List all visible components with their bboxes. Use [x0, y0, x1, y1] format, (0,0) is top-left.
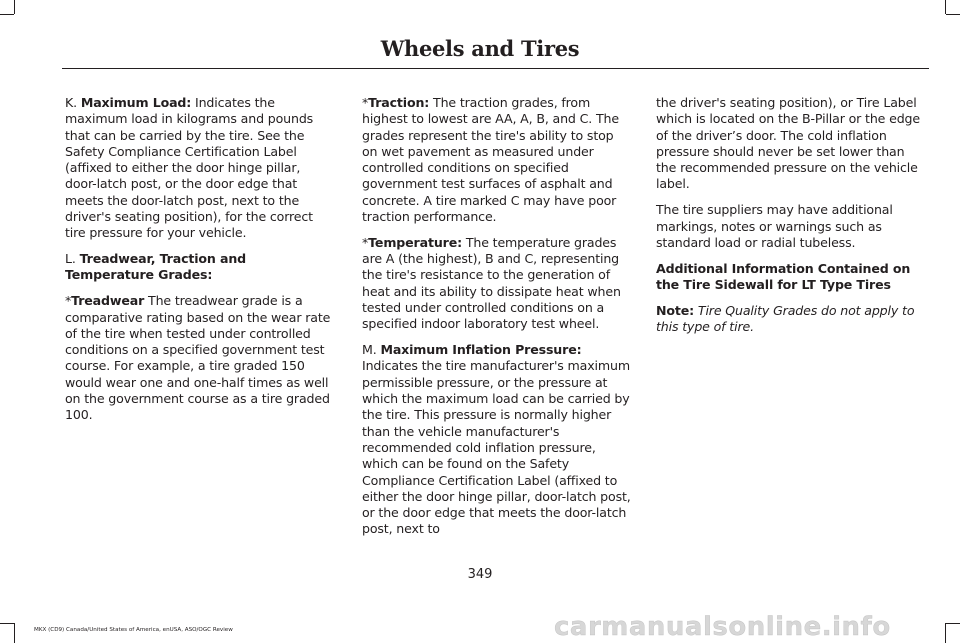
header-divider	[62, 68, 929, 69]
section-heading-lt-tires: Additional Information Contained on the Tire Sidewall for LT Type Tires	[656, 260, 911, 292]
crop-mark-top-right	[946, 14, 960, 15]
crop-mark-bottom-left	[14, 623, 15, 643]
paragraph-continued: the driver's seating position), or Tire Label which is located on the B-Pillar or the edge of the driver’s door. The cold inflation pressure should never be set lower than the recommended pressure on the vehicle label.	[656, 95, 920, 192]
text-column-1	[65, 95, 335, 433]
watermark-logo	[552, 611, 948, 641]
paragraph-treadwear: *Treadwear The treadwear grade is a comparative rating based on the wear rate of the tire when tested under controlled conditions on a specified government test course. For example, a tire graded 150 would wear one and one-half times as well on the government course as a tire graded 100.	[65, 293, 331, 423]
paragraph-maximum-inflation-pressure: M. Maximum Inflation Pressure: Indicates the tire manufacturer's maximum permissible pressure, or the pressure at which the maximum load can be carried by the tire. This pressure is normally higher than the vehicle manufacturer's recommended cold inflation pressure, which can be found on the Safety Compliance Certification Label (affixed to either the door hinge pillar, door-latch post, or the door edge that meets the door-latch post, next to	[362, 342, 631, 537]
page-number: 349	[467, 567, 493, 582]
text-column-3	[656, 95, 926, 345]
page-header-title: Wheels and Tires	[380, 36, 580, 61]
text-column-2	[362, 95, 632, 547]
crop-mark-top-right	[945, 0, 946, 14]
footer-text: MKX (CD9) Canada/United States of America, enUSA, ASO/OGC Review	[34, 627, 233, 633]
paragraph-maximum-load: K. Maximum Load: Indicates the maximum load in kilograms and pounds that can be carried by the tire. See the Safety Compliance Certification Label (affixed to either the door hinge pillar, door-latch post, or the door edge that meets the door-latch post, next to the driver's seating position), for the correct tire pressure for your vehicle.	[65, 95, 314, 241]
watermark-text: carmanualsonline.info	[554, 612, 891, 641]
paragraph-traction: *Traction: The traction grades, from highest to lowest are AA, A, B, and C. The grades represent the tire's ability to stop on wet pavement as measured under controlled conditions on specified government test surfaces of asphalt and concrete. A tire marked C may have poor traction performance.	[362, 95, 619, 225]
paragraph-temperature: *Temperature: The temperature grades are A (the highest), B and C, representing the tire's resistance to the generation of heat and its ability to dissipate heat when tested under controlled conditions on a specified indoor laboratory test wheel.	[362, 234, 621, 332]
crop-mark-bottom-left	[0, 623, 14, 624]
crop-mark-bottom-right	[946, 623, 960, 624]
paragraph-additional-markings: The tire suppliers may have additional markings, notes or warnings such as standard load or radial tubeless.	[656, 202, 893, 250]
note: Note: Tire Quality Grades do not apply to this type of tire.	[656, 302, 915, 335]
crop-mark-top-left	[14, 0, 15, 14]
crop-mark-top-left	[0, 14, 14, 15]
paragraph-utqg-heading: L. Treadwear, Traction and Temperature Grades:	[65, 251, 247, 283]
